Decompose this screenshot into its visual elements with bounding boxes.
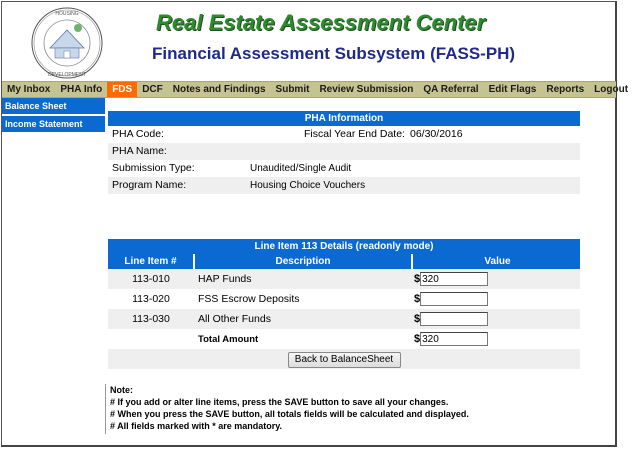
nav-qa-referral[interactable]: QA Referral xyxy=(423,84,479,95)
sidebar-item-income-statement[interactable]: Income Statement xyxy=(2,116,105,132)
page-header xyxy=(2,2,616,82)
nav-submit[interactable]: Submit xyxy=(275,84,310,95)
hap-funds-input[interactable] xyxy=(420,272,488,286)
note-line: # All fields marked with * are mandatory. xyxy=(110,421,283,431)
submission-type-row xyxy=(108,160,580,177)
pha-code-label: PHA Code: xyxy=(112,128,164,140)
table-header-row xyxy=(108,254,580,269)
currency-symbol: $ xyxy=(414,273,421,285)
line-item-description: All Other Funds xyxy=(194,309,412,329)
note-box xyxy=(105,384,580,434)
line-item-number: 113-030 xyxy=(108,309,194,329)
currency-symbol: $ xyxy=(414,313,421,325)
nav-edit-flags[interactable]: Edit Flags xyxy=(488,84,537,95)
line-item-number: 113-020 xyxy=(132,293,170,305)
fiscal-year-end-label: Fiscal Year End Date: xyxy=(304,128,405,140)
line-item-value-cell xyxy=(412,289,580,309)
app-subtitle: Financial Assessment Subsystem (FASS-PH) xyxy=(152,44,516,63)
all-other-funds-input[interactable] xyxy=(420,312,488,326)
fiscal-year-end-value: 06/30/2016 xyxy=(410,128,463,140)
column-header-value: Value xyxy=(412,254,580,269)
column-header-line-item: Line Item # xyxy=(108,254,194,269)
pha-information-header: PHA Information xyxy=(108,111,580,126)
nav-notes-and-findings[interactable]: Notes and Findings xyxy=(172,84,266,95)
line-item-value-cell xyxy=(412,269,580,289)
total-amount-input[interactable] xyxy=(420,332,488,346)
submission-type-value: Unaudited/Single Audit xyxy=(250,163,352,174)
total-row xyxy=(108,329,580,349)
back-to-balance-sheet-button[interactable]: Back to BalanceSheet xyxy=(288,352,401,368)
line-item-value-cell xyxy=(412,309,580,329)
hud-seal-logo xyxy=(30,6,104,80)
line-item-header: Line Item 113 Details (readonly mode) xyxy=(108,239,580,254)
column-header-description: Description xyxy=(194,254,412,269)
button-row xyxy=(108,349,580,369)
line-item-panel xyxy=(108,239,580,369)
program-name-row xyxy=(108,177,580,194)
note-line: # If you add or alter line items, press the SAVE button to save all your changes. xyxy=(110,397,449,407)
fss-escrow-deposits-input[interactable] xyxy=(420,292,488,306)
table-row xyxy=(108,289,580,309)
pha-name-label: PHA Name: xyxy=(112,145,167,157)
pha-information-panel xyxy=(108,111,580,194)
pha-code-row xyxy=(108,126,580,143)
program-name-label: Program Name: xyxy=(112,179,187,191)
svg-text:DEVELOPMENT: DEVELOPMENT xyxy=(48,72,86,78)
sidebar xyxy=(2,98,105,134)
total-amount-label: Total Amount xyxy=(198,334,259,345)
pha-name-row xyxy=(108,143,580,160)
top-nav-bar xyxy=(2,81,629,98)
app-window xyxy=(1,1,629,447)
app-title: Real Estate Assessment Center xyxy=(156,10,486,35)
line-item-number: 113-010 xyxy=(108,269,194,289)
note-line: # When you press the SAVE button, all totals fields will be calculated and displayed. xyxy=(110,409,469,419)
submission-type-label: Submission Type: xyxy=(112,162,195,174)
note-title: Note: xyxy=(110,385,133,395)
svg-text:HOUSING: HOUSING xyxy=(55,11,79,17)
nav-dcf[interactable]: DCF xyxy=(142,84,163,95)
nav-fds[interactable]: FDS xyxy=(107,82,137,97)
table-row xyxy=(108,309,580,329)
total-amount-cell xyxy=(412,329,580,349)
currency-symbol: $ xyxy=(414,333,421,345)
nav-pha-info[interactable]: PHA Info xyxy=(60,84,103,95)
nav-logout[interactable]: Logout xyxy=(594,84,629,95)
line-item-table xyxy=(108,254,580,369)
nav-review-submission[interactable]: Review Submission xyxy=(319,84,414,95)
currency-symbol: $ xyxy=(414,293,421,305)
nav-my-inbox[interactable]: My Inbox xyxy=(7,84,51,95)
line-item-description: HAP Funds xyxy=(194,269,412,289)
sidebar-item-balance-sheet[interactable]: Balance Sheet xyxy=(2,98,105,114)
nav-reports[interactable]: Reports xyxy=(546,84,585,95)
program-name-value: Housing Choice Vouchers xyxy=(250,180,366,191)
line-item-description: FSS Escrow Deposits xyxy=(198,293,300,305)
table-row xyxy=(108,269,580,289)
